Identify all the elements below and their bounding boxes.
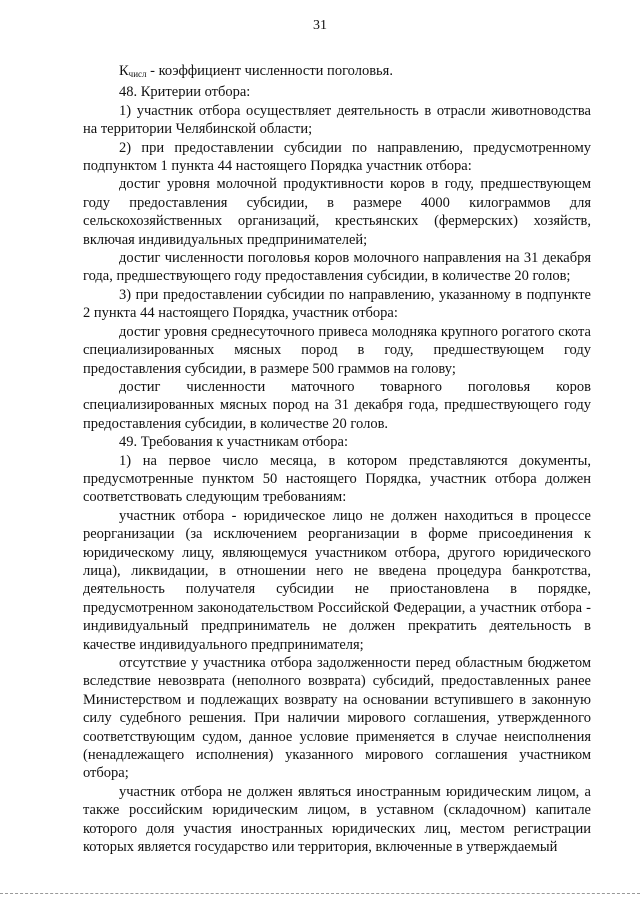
paragraph: отсутствие у участника отбора задолженности перед областным бюджетом вследствие невозврата (неполного возврата) субсидий, предоставленных ранее Министерством и подлежащих возврату на основании вступившего в законную силу судебного решения. При наличии мирового соглашения, утвержденного соответствующим судом, данное условие применяется в случае неисполнения (ненадлежащего исполнения) указанного мирового соглашения участником отбора; (83, 655, 591, 782)
paragraph: 1) участник отбора осуществляет деятельность в отрасли животноводства на территории Челябинской области; (83, 102, 591, 138)
paragraph: 3) при предоставлении субсидии по направлению, указанному в подпункте 2 пункта 44 настоящего Порядка, участник отбора: (83, 286, 591, 322)
coefficient-definition (83, 62, 591, 83)
paragraph: 2) при предоставлении субсидии по направлению, предусмотренному подпунктом 1 пункта 44 настоящего Порядка участник отбора: (83, 139, 591, 175)
paragraph: достиг численности маточного товарного поголовья коров специализированных мясных пород на 31 декабря года, предшествующего году предоставления субсидии, в количестве 20 голов. (83, 378, 591, 432)
paragraph: 1) на первое число месяца, в котором представляются документы, предусмотренные пунктом 50 настоящего Порядка, участник отбора должен соответствовать следующим требованиям: (83, 452, 591, 506)
coefficient-subscript: числ (128, 69, 147, 79)
page-number: 31 (313, 18, 327, 33)
document-body (83, 62, 591, 856)
paragraph: достиг численности поголовья коров молочного направления на 31 декабря года, предшествующего году предоставления субсидии, в количестве 20 голов; (83, 250, 591, 285)
paragraph: достиг уровня среднесуточного привеса молодняка крупного рогатого скота специализированных мясных пород в году, предшествующем году предоставления субсидии, в размере 500 граммов на голову; (83, 323, 591, 377)
paragraph: 49. Требования к участникам отбора: (119, 434, 349, 451)
scan-edge-divider (0, 893, 640, 894)
paragraph: участник отбора не должен являться иностранным юридическим лицом, а также российским юридическим лицом, в уставном (складочном) капитале которого доля участия иностранных юридических лиц, местом регистрации которых является государство или территория, включенные в утверждаемый (83, 783, 591, 856)
paragraph: достиг уровня молочной продуктивности коров в году, предшествующем году предоставления субсидии, в размере 4000 килограммов для сельскохозяйственных организаций, крестьянских (фермерских) хозяйств, включая индивидуальных предпринимателей; (83, 176, 591, 248)
paragraph: участник отбора - юридическое лицо не должен находиться в процессе реорганизации (за исключением реорганизации в форме присоединения к юридическому лицу, являющемуся участником отбора, другого юридического лица), ликвидации, в отношении него не введена процедура банкротства, деятельность получателя субсидии не приостановлена в порядке, предусмотренном законодательством Российской Федерации, а участник отбора - индивидуальный предприниматель не должен прекратить деятельность в качестве индивидуального предпринимателя; (83, 507, 591, 653)
coefficient-symbol: К (119, 63, 129, 79)
coefficient-text: - коэффициент численности поголовья. (146, 63, 393, 79)
paragraph: 48. Критерии отбора: (119, 84, 251, 101)
